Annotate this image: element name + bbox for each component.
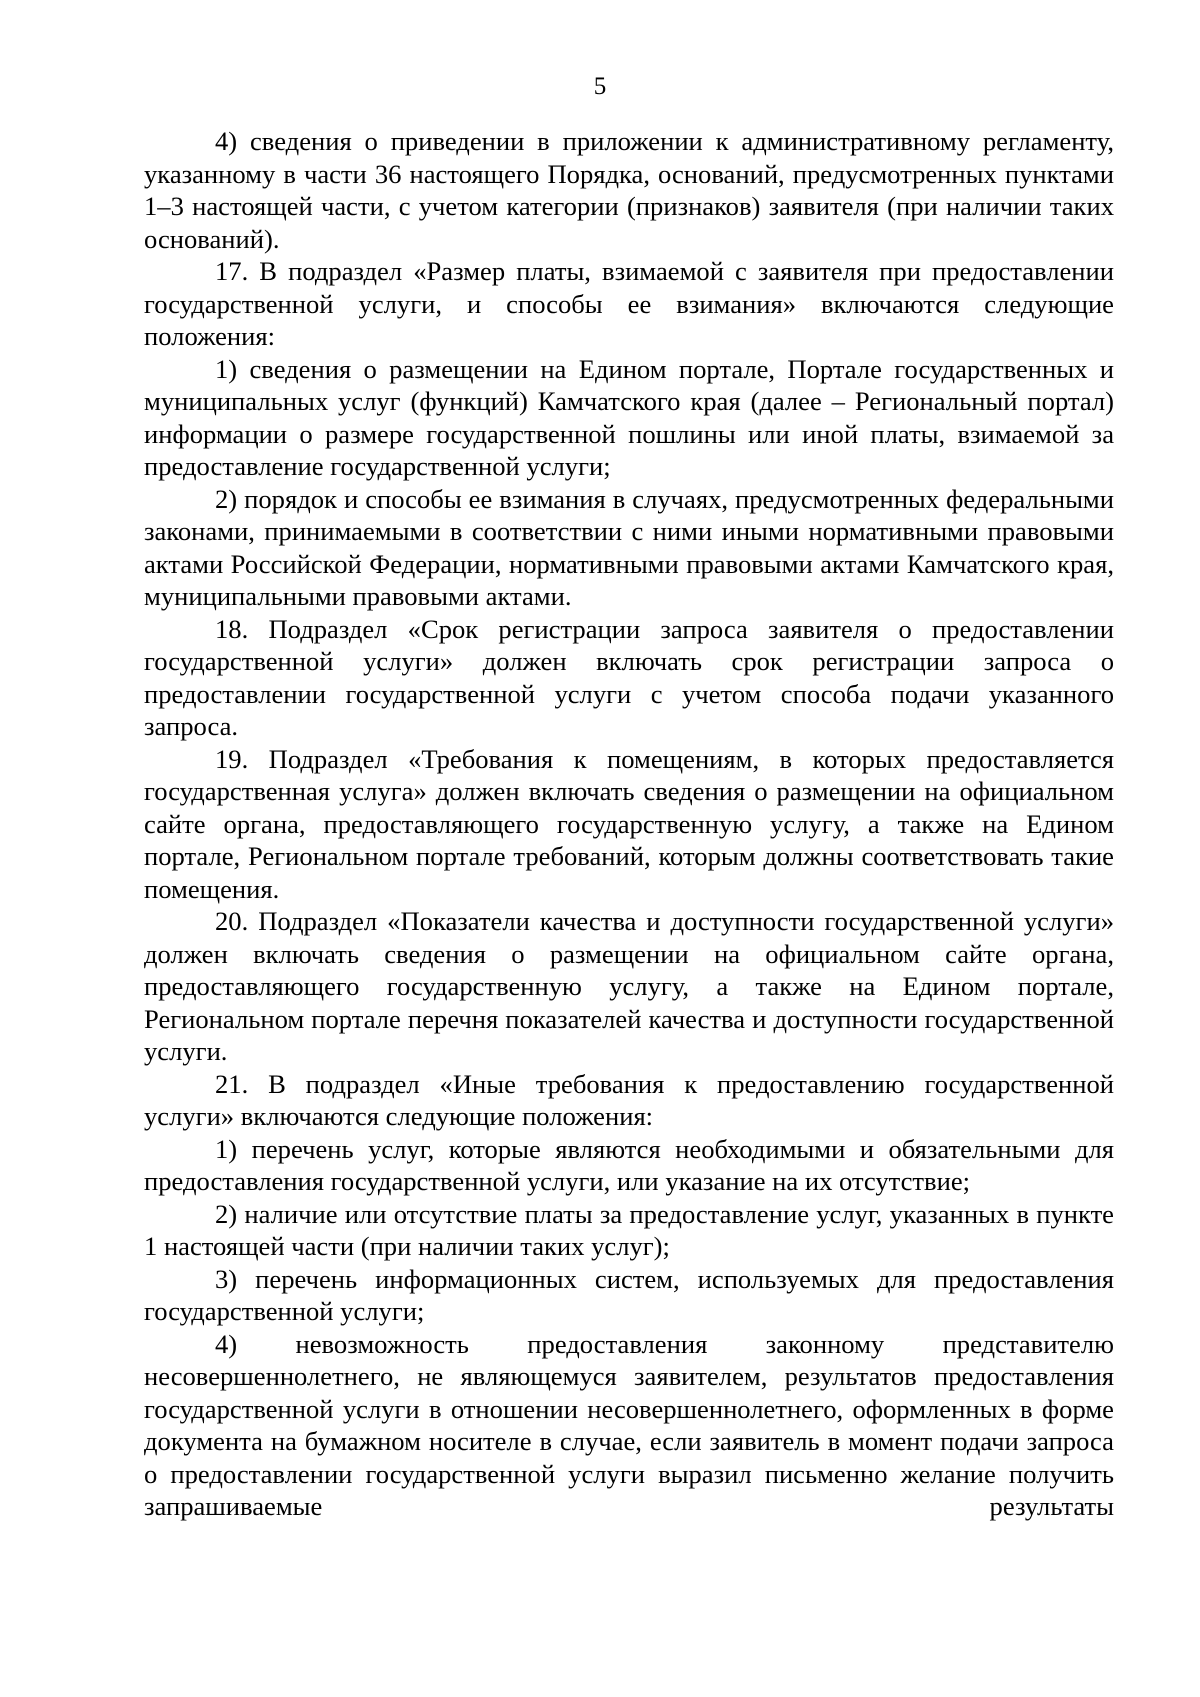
paragraph-16-4: 4) сведения о приведении в приложении к административному регламенту, указанному в части 36 настоящего Порядка, оснований, предусмотренных пунктами 1–3 настоящей части, с учетом категории (признаков) заявителя (при наличии таких оснований). — [144, 126, 1114, 254]
paragraph-21-3: 3) перечень информационных систем, используемых для предоставления государственной услуги; — [144, 1263, 1114, 1326]
paragraph-21-4: 4) невозможность предоставления законному представителю несовершеннолетнего, не являющемуся заявителем, результатов предоставления государственной услуги в отношении несовершеннолетнего, оформленных в форме документа на бумажном носителе в случае, если заявитель в момент подачи запроса о предоставлении государственной услуги выразил письменно желание получить запрашиваемые результаты — [144, 1328, 1114, 1521]
paragraph-20: 20. Подраздел «Показатели качества и доступности государственной услуги» должен включать сведения о размещении на официальном сайте органа, предоставляющего государственную услугу, а также на Едином портале, Региональном портале перечня показателей качества и доступности государственной услуги. — [144, 906, 1114, 1066]
paragraph-18: 18. Подраздел «Срок регистрации запроса заявителя о предоставлении государственной услуги» должен включать срок регистрации запроса о предоставлении государственной услуги с учетом способа подачи указанного запроса. — [144, 613, 1114, 741]
paragraph-17-2: 2) порядок и способы ее взимания в случаях, предусмотренных федеральными законами, принимаемыми в соответствии с ними иными нормативными правовыми актами Российской Федерации, нормативными правовыми актами Камчатского края, муниципальными правовыми актами. — [144, 483, 1114, 611]
page-number: 5 — [593, 73, 607, 100]
paragraph-17-1: 1) сведения о размещении на Едином портале, Портале государственных и муниципальных услуг (функций) Камчатского края (далее – Региональный портал) информации о размере государственной пошлины или иной платы, взимаемой за предоставление государственной услуги; — [144, 353, 1114, 481]
paragraph-21: 21. В подраздел «Иные требования к предоставлению государственной услуги» включаются следующие положения: — [144, 1068, 1114, 1131]
paragraph-21-1: 1) перечень услуг, которые являются необходимыми и обязательными для предоставления государственной услуги, или указание на их отсутствие; — [144, 1133, 1114, 1196]
document-body — [144, 125, 1114, 1523]
paragraph-21-2: 2) наличие или отсутствие платы за предоставление услуг, указанных в пункте 1 настоящей части (при наличии таких услуг); — [144, 1198, 1114, 1261]
paragraph-19: 19. Подраздел «Требования к помещениям, в которых предоставляется государственная услуга» должен включать сведения о размещении на официальном сайте органа, предоставляющего государственную услугу, а также на Едином портале, Региональном портале требований, которым должны соответствовать такие помещения. — [144, 743, 1114, 904]
paragraph-17: 17. В подраздел «Размер платы, взимаемой с заявителя при предоставлении государственной услуги, и способы ее взимания» включаются следующие положения: — [144, 256, 1114, 351]
